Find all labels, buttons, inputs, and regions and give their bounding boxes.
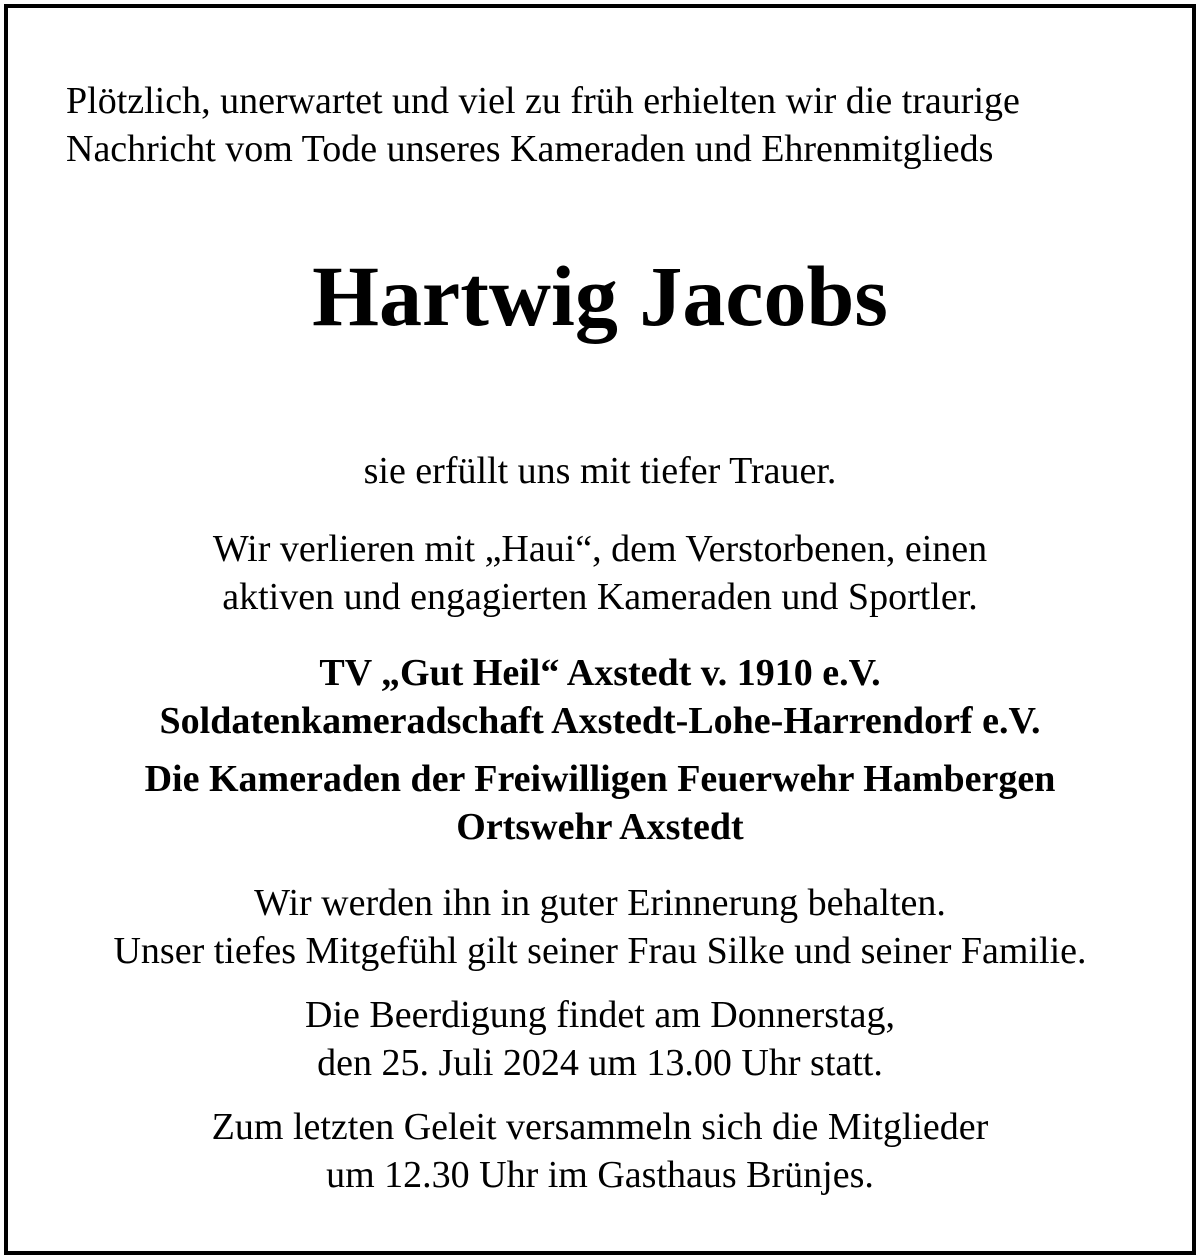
- remembrance-line-1: Wir werden ihn in guter Erinnerung behalten.: [254, 882, 946, 924]
- deceased-name: Hartwig Jacobs: [312, 248, 888, 344]
- gathering-line-2: um 12.30 Uhr im Gasthaus Brünjes.: [326, 1154, 874, 1196]
- fire-brigade-line-2: Ortswehr Axstedt: [456, 806, 744, 848]
- club-name: TV „Gut Heil“ Axstedt v. 1910 e.V.: [319, 652, 881, 694]
- fire-brigade-line-1: Die Kameraden der Freiwilligen Feuerwehr Hambergen: [144, 758, 1056, 800]
- grief-line: sie erfüllt uns mit tiefer Trauer.: [363, 450, 837, 492]
- gathering-line-1: Zum letzten Geleit versammeln sich die Mitglieder: [211, 1106, 989, 1148]
- tribute-line-1: Wir verlieren mit „Haui“, dem Verstorbenen, einen: [212, 528, 988, 570]
- intro-line-1: Plötzlich, unerwartet und viel zu früh erhielten wir die traurige: [66, 80, 1020, 122]
- soldiers-association: Soldatenkameradschaft Axstedt-Lohe-Harrendorf e.V.: [159, 700, 1041, 742]
- tribute-line-2: aktiven und engagierten Kameraden und Sportler.: [222, 576, 978, 618]
- remembrance-line-2: Unser tiefes Mitgefühl gilt seiner Frau Silke und seiner Familie.: [113, 930, 1087, 972]
- intro-line-2: Nachricht vom Tode unseres Kameraden und Ehrenmitglieds: [66, 128, 994, 170]
- funeral-line-1: Die Beerdigung findet am Donnerstag,: [305, 994, 895, 1036]
- funeral-line-2: den 25. Juli 2024 um 13.00 Uhr statt.: [317, 1042, 883, 1084]
